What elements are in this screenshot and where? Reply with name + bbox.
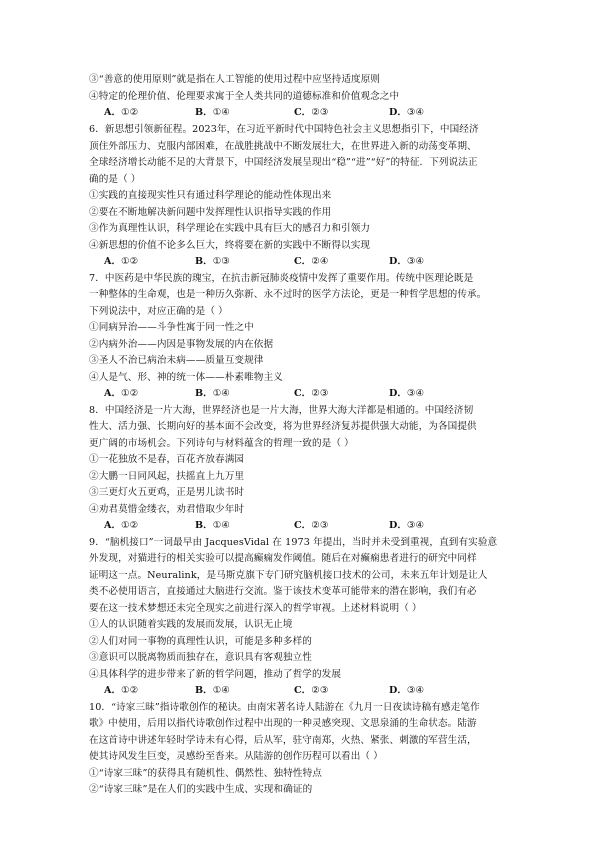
question-7-line: 一种整体的生命观，也是一种历久弥新、永不过时的医学方法论，更是一种哲学思想的传承。 [89, 289, 487, 300]
q8-statement-4: ④劝君莫惜金缕衣，劝君惜取少年时 [89, 504, 245, 515]
q6-statement-1: ①实践的直接现实性只有通过科学理论的能动性体现出来 [89, 190, 332, 201]
option-b: B．①④ [195, 388, 230, 399]
option-c: C．②③ [294, 107, 329, 118]
option-a: A．①② [104, 256, 139, 267]
option-c: C．②③ [294, 520, 329, 531]
option-d: D．③④ [389, 107, 425, 118]
option-d: D．③④ [389, 520, 425, 531]
question-8-line: 性大、活力强、长期向好的基本面不会改变，将为世界经济复苏提供强大动能，为各国提供 [89, 421, 477, 432]
question-10-line: 使其诗风发生巨变，灵感纷至沓来。从陆游的创作历程可以看出（ ） [89, 751, 383, 762]
q6-answer-options [104, 255, 504, 268]
q7-statement-2: ②内病外治——内因是事物发展的内在依据 [89, 339, 274, 350]
q7-statement-4: ④人是气、形、神的统一体——朴素唯物主义 [89, 372, 283, 383]
option-d: D．③④ [389, 685, 425, 696]
q9-statement-3: ③意识可以脱离物质而独存在，意识具有客观独立性 [89, 652, 312, 663]
option-b: B．①③ [195, 256, 230, 267]
q6-statement-4: ④新思想的价值不论多么巨大，终将要在新的实践中不断得以实现 [89, 240, 371, 251]
question-10-line: 歌》中使用，后用以指代诗歌创作过程中出现的一种灵感突现、文思泉涌的生命状态。陆游 [89, 718, 477, 729]
question-9-line: 外发现，对猫进行的相关实验可以提高癫痫发作阈值。随后在对癫痫患者进行的研究中同样 [89, 553, 477, 564]
question-7-line: 下列说法中，对应正确的是（ ） [89, 306, 228, 317]
q10-statement-2: ②“诗家三昧”是在人们的实践中生成、实现和确证的 [89, 784, 313, 795]
q9-statement-4: ④具体科学的进步带来了新的哲学问题，推动了哲学的发展 [89, 669, 342, 680]
q7-statement-3: ③圣人不治已病治未病——质量互变规律 [89, 355, 264, 366]
q7-statement-1: ①同病异治——斗争性寓于同一性之中 [89, 322, 254, 333]
question-9-line: 9．“脑机接口”一词最早由 JacquesVidal 在 1973 年提出，当时并未受到重视，直到有实验意 [89, 537, 498, 548]
option-c: C．②④ [294, 256, 329, 267]
statement-3: ③“善意的使用原则”就是指在人工智能的使用过程中应坚持适度原则 [89, 74, 381, 85]
option-b: B．①④ [195, 107, 230, 118]
question-8-line: 更广阔的市场机会。下列诗句与材料蕴含的哲理一致的是（ ） [89, 438, 354, 449]
question-6-line: 顶住外部压力、克服内部困难，在战胜挑战中不断发展壮大，在世界进入新的动荡变革期、 [89, 141, 477, 152]
q6-statement-3: ③作为真理性认识，科学理论在实践中具有巨大的感召力和引领力 [89, 223, 371, 234]
question-6-line: 确的是（ ） [89, 174, 141, 185]
question-10-line: 10．“诗家三昧”指诗歌创作的秘诀。由南宋著名诗人陆游在《九月一日夜读诗稿有感走笔作 [89, 702, 480, 713]
q8-answer-options [104, 519, 504, 532]
question-9-line: 要在这一技术梦想还未完全现实之前进行深入的哲学审视。上述材料说明（ ） [89, 603, 422, 614]
q8-statement-3: ③三更灯火五更鸡，正是男儿读书时 [89, 487, 245, 498]
option-d: D．③④ [389, 256, 425, 267]
option-d: D．③④ [389, 388, 425, 399]
q9-answer-options [104, 684, 504, 697]
option-a: A．①② [104, 520, 139, 531]
question-9-line: 类不必使用语言，直接通过大脑进行交流。鉴于该技术变革可能带来的潜在影响，我们有必 [89, 586, 477, 597]
option-b: B．①④ [195, 685, 230, 696]
question-10-line: 在这首诗中讲述年轻时学诗未有心得，后从军，驻守南郑，火热、紧张、刺激的军营生活， [89, 735, 477, 746]
q8-statement-1: ①一花独放不是春，百花齐放春满园 [89, 454, 245, 465]
question-8-line: 8．中国经济是一片大海，世界经济也是一片大海，世界大海大洋都是相通的。中国经济韧 [89, 405, 474, 416]
option-a: A．①② [104, 107, 139, 118]
option-b: B．①④ [195, 520, 230, 531]
option-a: A．①② [104, 685, 139, 696]
answer-options [104, 106, 504, 119]
question-7-line: 7．中医药是中华民族的瑰宝，在抗击新冠肺炎疫情中发挥了重要作用。传统中医理论既是 [89, 273, 474, 284]
statement-4: ④特定的伦理价值、伦理要求寓于全人类共同的道德标准和价值观念之中 [89, 91, 400, 102]
option-c: C．②③ [294, 388, 329, 399]
option-c: C．②③ [294, 685, 329, 696]
option-a: A．①② [104, 388, 139, 399]
q9-statement-1: ①人的认识随着实践的发展而发展，认识无止境 [89, 619, 293, 630]
q10-statement-1: ①“诗家三昧”的获得具有随机性、偶然性、独特性特点 [89, 768, 322, 779]
q8-statement-2: ②大鹏一日同风起，扶摇直上九万里 [89, 471, 245, 482]
q9-statement-2: ②人们对同一事物的真理性认识，可能是多种多样的 [89, 636, 312, 647]
question-9-line: 证明这一点。Neuralink，是马斯克旗下专门研究脑机接口技术的公司，未来五年计划是让人 [89, 570, 488, 581]
q6-statement-2: ②要在不断地解决新问题中发挥理性认识指导实践的作用 [89, 207, 332, 218]
question-6-line: 全球经济增长动能不足的大背景下，中国经济发展呈现出“稳”“进”“好”的特征．下列说法正 [89, 157, 478, 168]
question-6-line: 6．新思想引领新征程。2023年，在习近平新时代中国特色社会主义思想指引下，中国经济 [89, 124, 479, 135]
q7-answer-options [104, 387, 504, 400]
